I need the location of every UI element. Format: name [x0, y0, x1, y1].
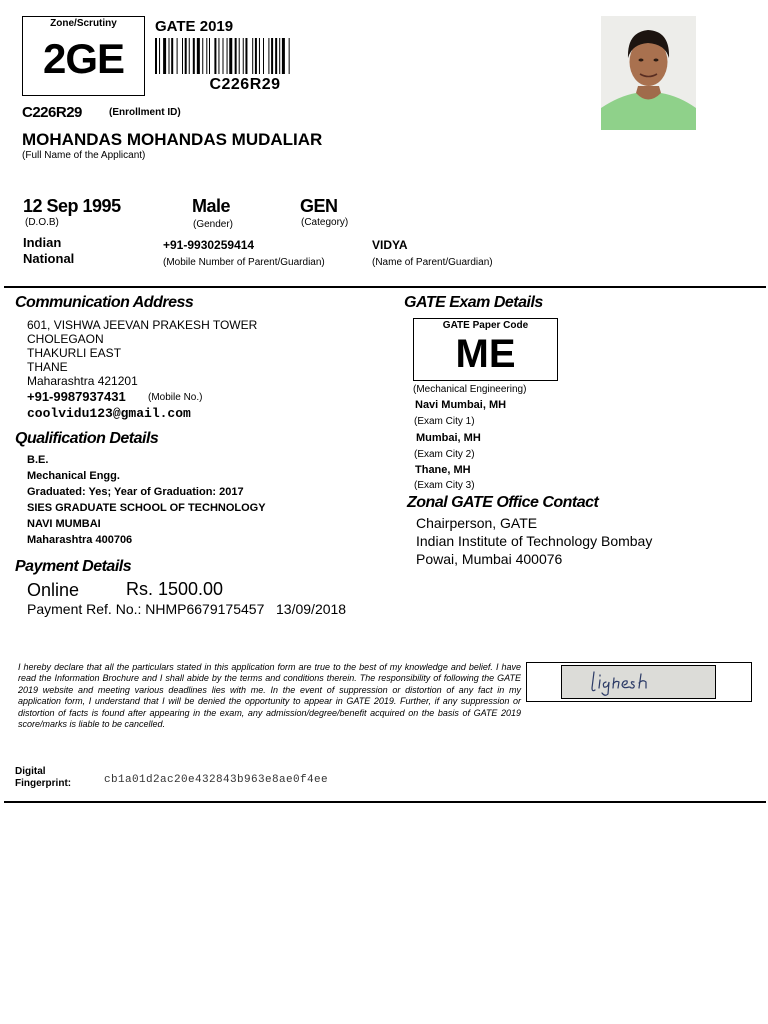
exam-city-3: Thane, MH — [415, 464, 471, 476]
divider-top — [4, 286, 766, 288]
guardian-name: VIDYA — [372, 238, 408, 252]
dob-label: (D.O.B) — [25, 217, 59, 228]
exam-city-2: Mumbai, MH — [416, 432, 481, 444]
qualification-line: SIES GRADUATE SCHOOL OF TECHNOLOGY — [27, 502, 266, 514]
guardian-mobile-label: (Mobile Number of Parent/Guardian) — [163, 257, 325, 268]
nationality: Indian National — [23, 235, 75, 266]
paper-code-box — [413, 318, 558, 381]
payment-mode: Online — [27, 580, 80, 600]
qualification-line: Graduated: Yes; Year of Graduation: 2017 — [27, 486, 244, 498]
full-name-label: (Full Name of the Applicant) — [22, 150, 146, 161]
applicant-mobile: +91-9987937431 — [27, 389, 126, 404]
paper-code: ME — [455, 332, 516, 376]
address-line: THANE — [27, 360, 68, 374]
paper-name: (Mechanical Engineering) — [413, 384, 527, 395]
zonal-office-line: Indian Institute of Technology Bombay — [416, 533, 653, 549]
signature-drawing — [562, 666, 715, 698]
enrollment-id-label: (Enrollment ID) — [109, 107, 181, 118]
zonal-office-line: Chairperson, GATE — [416, 515, 538, 531]
paper-code-label: GATE Paper Code — [442, 320, 529, 331]
zonal-office-contact — [416, 514, 652, 568]
applicant-mobile-label: (Mobile No.) — [148, 392, 203, 403]
category: GEN — [300, 196, 338, 216]
payment-reference: Payment Ref. No.: NHMP6679175457 13/09/2018 — [27, 601, 347, 617]
communication-address-heading: Communication Address — [15, 294, 194, 311]
applicant-email: coolvidu123@gmail.com — [27, 406, 191, 421]
signature-box — [526, 662, 752, 702]
qualification-line: NAVI MUMBAI — [27, 518, 101, 530]
signature-image — [561, 665, 716, 699]
communication-address — [27, 318, 257, 388]
gender-label: (Gender) — [193, 219, 234, 230]
qualification-line: B.E. — [27, 454, 49, 466]
category-label: (Category) — [301, 217, 349, 228]
qualification-line: Mechanical Engg. — [27, 470, 120, 482]
zonal-office-heading: Zonal GATE Office Contact — [407, 494, 599, 511]
exam-city-1: Navi Mumbai, MH — [415, 399, 507, 411]
barcode-text: C226R29 — [209, 76, 281, 93]
enrollment-id: C226R29 — [22, 104, 82, 121]
payment-amount: Rs. 1500.00 — [126, 579, 224, 599]
zone-label: Zone/Scrutiny — [50, 18, 117, 29]
applicant-full-name: MOHANDAS MOHANDAS MUDALIAR — [22, 130, 323, 149]
digital-fingerprint-value: cb1a01d2ac20e432843b963e8ae0f4ee — [104, 774, 329, 786]
address-line: THAKURLI EAST — [27, 346, 122, 360]
qualification-heading: Qualification Details — [15, 430, 159, 447]
barcode-image — [155, 38, 335, 74]
digital-fingerprint-label: Digital Fingerprint: — [15, 766, 72, 789]
guardian-mobile: +91-9930259414 — [163, 238, 255, 252]
exam-title: GATE 2019 — [155, 18, 234, 35]
address-line: CHOLEGAON — [27, 332, 104, 346]
zone-code: 2GE — [42, 35, 125, 82]
exam-city-2-label: (Exam City 2) — [414, 449, 475, 460]
zone-box — [22, 16, 145, 96]
gender: Male — [192, 196, 231, 216]
address-line: Maharashtra 421201 — [27, 374, 138, 388]
exam-city-1-label: (Exam City 1) — [414, 416, 475, 427]
date-of-birth: 12 Sep 1995 — [23, 196, 121, 216]
divider-bottom — [4, 801, 766, 803]
exam-city-3-label: (Exam City 3) — [414, 480, 475, 491]
exam-details-heading: GATE Exam Details — [404, 294, 543, 311]
guardian-name-label: (Name of Parent/Guardian) — [372, 257, 493, 268]
address-line: 601, VISHWA JEEVAN PRAKESH TOWER — [27, 318, 258, 332]
applicant-photo — [601, 16, 696, 130]
declaration-text: I hereby declare that all the particulars stated in this application form are true to the best of my knowledge and belief. I have read the Information Brochure and I shall abide by the terms and conditions therein. The responsibility of following the GATE 2019 website and meeting various deadlines lies with me. In the event of suppression or distortion of any fact in my application form, I understand that I will be denied the opportunity to appear in GATE 2019. Further, if any suppression or distortion of facts is found after appearing in the exam, any admission/degree/benefit acquired on the basis of GATE 2019 score/marks is liable to be cancelled. — [18, 662, 521, 730]
payment-heading: Payment Details — [15, 558, 132, 575]
qualification-details — [27, 452, 266, 548]
qualification-line: Maharashtra 400706 — [27, 534, 133, 546]
zonal-office-line: Powai, Mumbai 400076 — [416, 551, 563, 567]
